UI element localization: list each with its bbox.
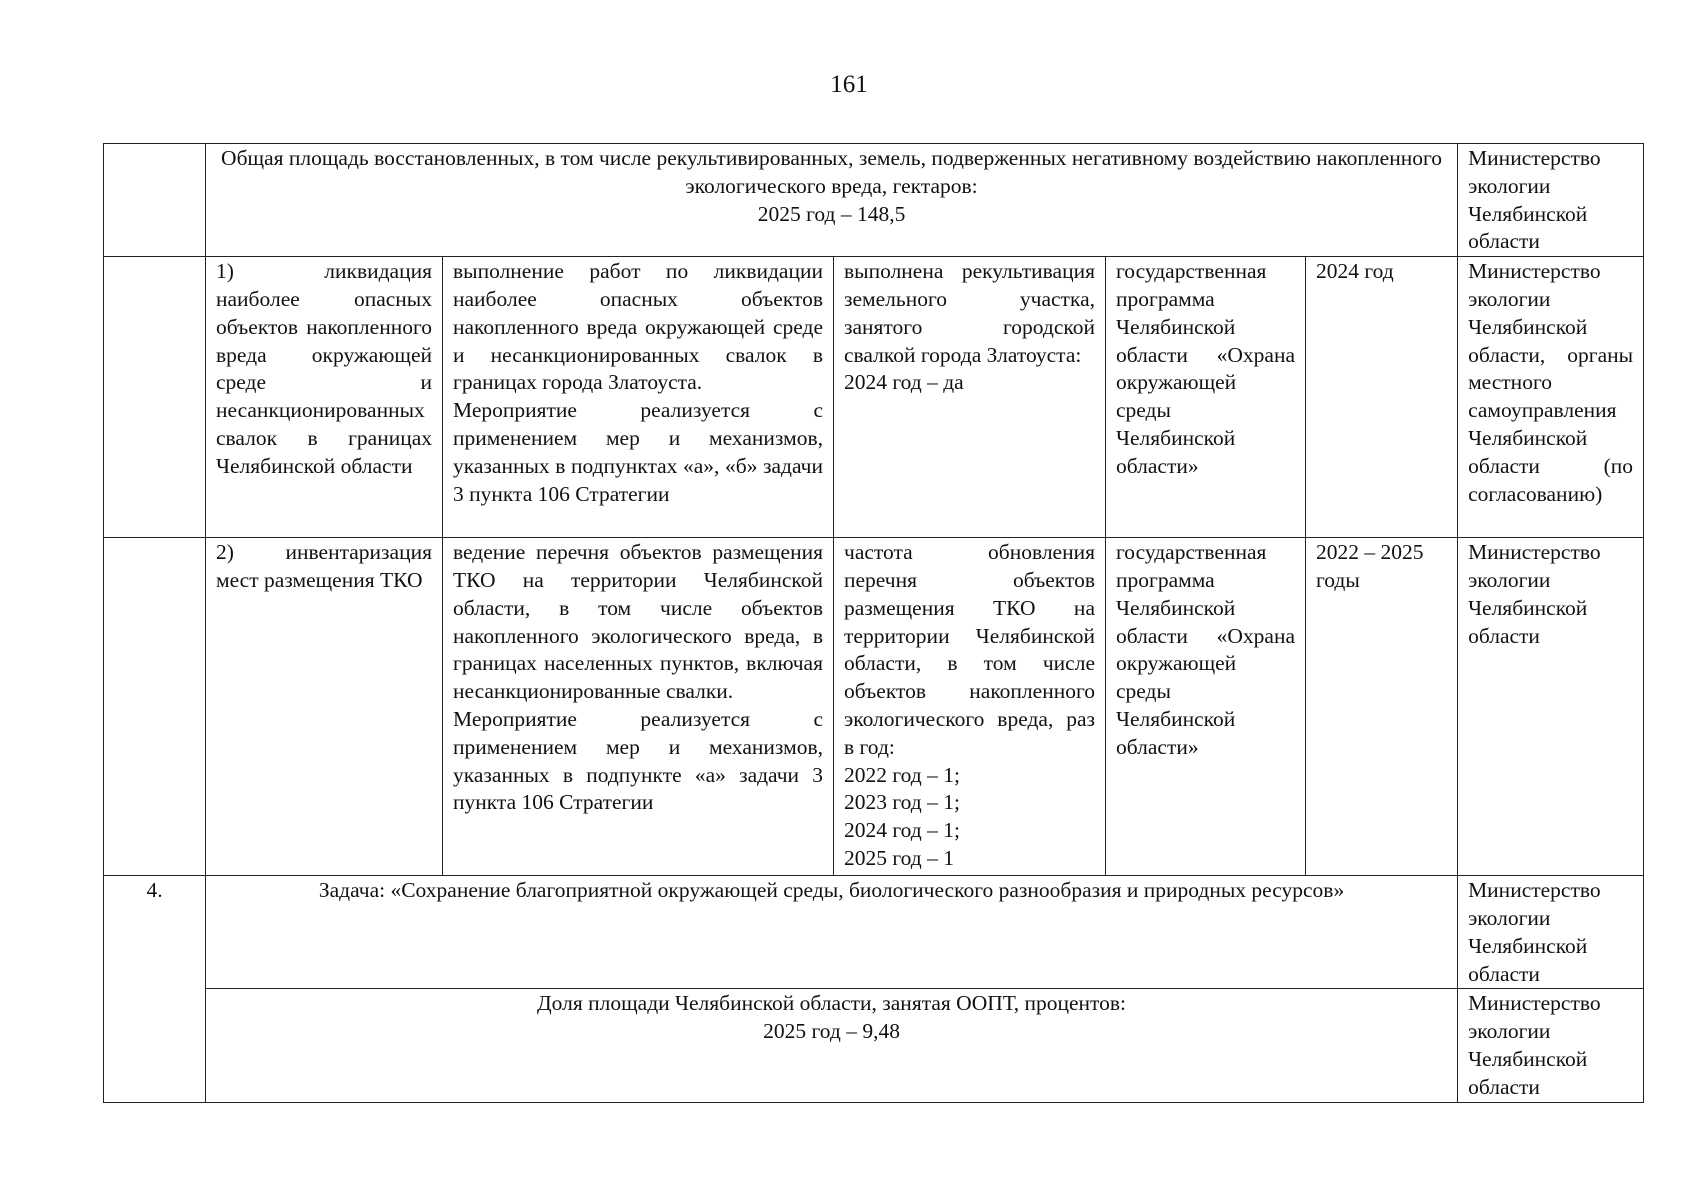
measure-result <box>834 538 1106 876</box>
measure-mechanism-text: Мероприятие реализуется с применением мер и механизмов, указанных в подпунктах «а», «б» задачи 3 пункта 106 Стратегии <box>453 398 823 506</box>
indicator-row-oopt <box>104 989 1644 1102</box>
measure-period: 2022 – 2025 годы <box>1306 538 1458 876</box>
measure-result-text: выполнена рекультивация земельного участка, занятого городской свалкой города Златоуста: <box>844 259 1095 367</box>
measure-description-text: выполнение работ по ликвидации наиболее опасных объектов накопленного вреда окружающей среде и несанкционированных свалок в границах города Златоуста. <box>453 259 823 395</box>
measure-description <box>443 538 834 876</box>
measure-result <box>834 257 1106 538</box>
measure-period: 2024 год <box>1306 257 1458 538</box>
measure-result-value: 2022 год – 1; <box>844 762 960 787</box>
indicator-value: 2025 год – 9,48 <box>763 1019 900 1044</box>
indicator-text: Доля площади Челябинской области, занятая ООПТ, процентов: <box>537 991 1127 1016</box>
measure-result-value: 2024 год – 1; <box>844 818 960 843</box>
row-number-cell <box>104 538 206 876</box>
indicator-cell <box>206 144 1458 257</box>
indicator-value: 2025 год – 148,5 <box>757 201 906 226</box>
task-number: 4. <box>104 876 206 1102</box>
indicator-text: Общая площадь восстановленных, в том числе рекультивированных, земель, подверженных негативному воздействию накопленного экологического вреда, гектаров: <box>221 146 1443 198</box>
strategy-measures-table <box>103 143 1644 1103</box>
responsible-cell: Министерство экологии Челябинской области <box>1458 144 1644 257</box>
page-number: 161 <box>830 71 868 98</box>
measure-mechanism-text: Мероприятие реализуется с применением мер и механизмов, указанных в подпункте «а» задачи 3 пункта 106 Стратегии <box>453 706 823 815</box>
responsible-cell: Министерство экологии Челябинской области <box>1458 989 1644 1102</box>
measure-result-value: 2024 год – да <box>844 370 964 395</box>
measure-result-value: 2023 год – 1; <box>844 790 960 815</box>
measure-program: государственная программа Челябинской области «Охрана окружающей среды Челябинской области» <box>1106 538 1306 876</box>
indicator-row-reclaimed-land <box>104 144 1644 257</box>
indicator-cell <box>206 989 1458 1102</box>
measure-row-1 <box>104 257 1644 538</box>
measure-program: государственная программа Челябинской области «Охрана окружающей среды Челябинской области» <box>1106 257 1306 538</box>
measure-title: 1) ликвидация наиболее опасных объектов накопленного вреда окружающей среде и несанкционированных свалок в границах Челябинской области <box>206 257 443 538</box>
row-number-cell <box>104 257 206 538</box>
task-row-4 <box>104 876 1644 989</box>
measure-row-2 <box>104 538 1644 876</box>
measure-description <box>443 257 834 538</box>
measure-title: 2) инвентаризация мест размещения ТКО <box>206 538 443 876</box>
responsible-cell: Министерство экологии Челябинской области <box>1458 538 1644 876</box>
measure-result-text: частота обновления перечня объектов размещения ТКО на территории Челябинской области, в том числе объектов накопленного экологического вреда, раз в год: <box>844 540 1095 759</box>
measure-result-value: 2025 год – 1 <box>844 845 954 870</box>
responsible-cell: Министерство экологии Челябинской области <box>1458 876 1644 989</box>
row-number-cell <box>104 144 206 257</box>
responsible-cell: Министерство экологии Челябинской области, органы местного самоуправления Челябинской области (по согласованию) <box>1458 257 1644 538</box>
measure-description-text: ведение перечня объектов размещения ТКО на территории Челябинской области, в том числе объектов накопленного экологического вреда, в границах населенных пунктов, включая несанкционированные свалки. <box>453 540 823 704</box>
task-title: Задача: «Сохранение благоприятной окружающей среды, биологического разнообразия и природных ресурсов» <box>206 876 1458 989</box>
